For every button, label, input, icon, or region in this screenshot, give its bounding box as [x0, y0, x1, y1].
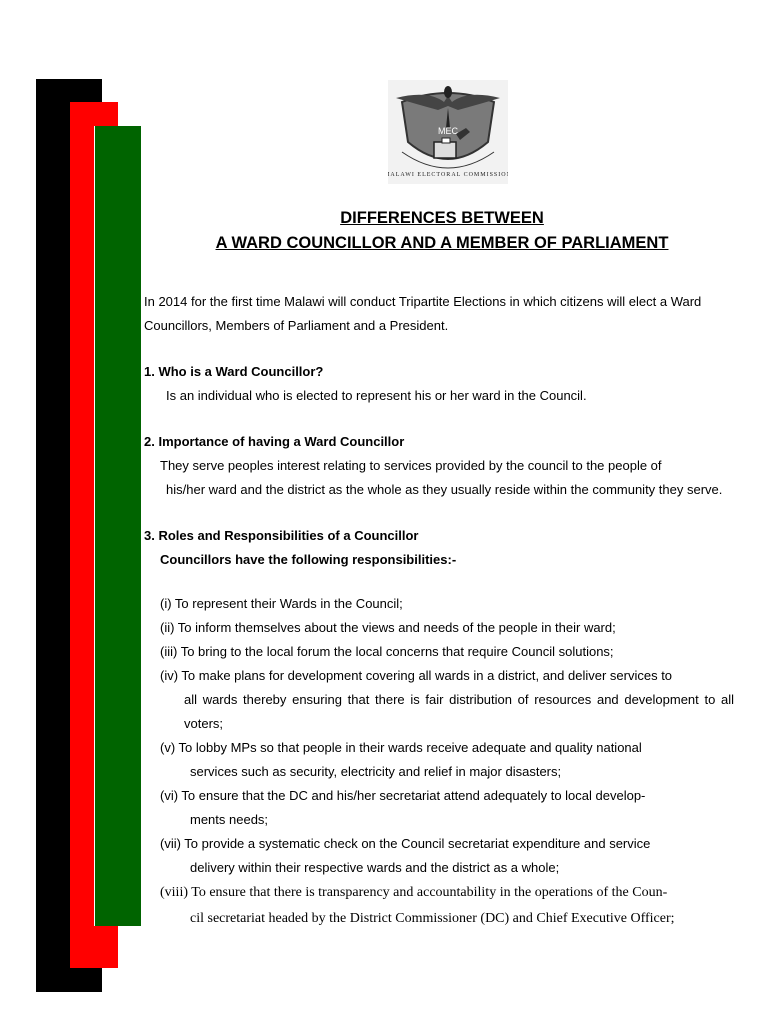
list-item	[160, 616, 734, 640]
mec-logo	[388, 80, 508, 184]
title-line-1: DIFFERENCES BETWEEN	[340, 209, 544, 227]
section-2-heading: 2. Importance of having a Ward Councillor	[144, 434, 405, 449]
list-item-text: (viii) To ensure that there is transparency and accountability in the operations of the Coun-	[160, 885, 668, 900]
list-item-text: (iii) To bring to the local forum the local concerns that require Council solutions;	[160, 644, 614, 659]
list-item-text: (iv) To make plans for development covering all wards in a district, and deliver services to	[160, 668, 673, 683]
section-who-is-councillor	[144, 360, 734, 408]
list-item	[160, 664, 734, 736]
document-title	[140, 206, 744, 256]
seal-monogram: MEC	[438, 126, 458, 136]
section-1-body: Is an individual who is elected to represent his or her ward in the Council.	[166, 388, 587, 403]
list-item-continuation: all wards thereby ensuring that there is fair distribution of resources and development to all voters;	[184, 692, 734, 731]
malawi-electoral-commission-seal-icon	[388, 80, 508, 184]
list-item-text: (ii) To inform themselves about the views and needs of the people in their ward;	[160, 620, 616, 635]
list-item	[160, 880, 734, 932]
title-line-2: A WARD COUNCILLOR AND A MEMBER OF PARLIAMENT	[215, 234, 669, 252]
section-3-heading: 3. Roles and Responsibilities of a Councillor	[144, 528, 419, 543]
list-item-continuation: delivery within their respective wards and the district as a whole;	[190, 860, 560, 875]
section-roles	[144, 524, 734, 932]
list-item	[160, 832, 734, 880]
list-item	[160, 640, 734, 664]
list-item-text: (v) To lobby MPs so that people in their wards receive adequate and quality national	[160, 740, 642, 755]
section-2-body-first: They serve peoples interest relating to services provided by the council to the people of	[160, 458, 662, 473]
section-1-heading: 1. Who is a Ward Councillor?	[144, 364, 324, 379]
section-importance	[144, 430, 734, 502]
list-item	[160, 592, 734, 616]
list-item-continuation: services such as security, electricity and relief in major disasters;	[190, 764, 562, 779]
decor-band-green	[94, 126, 141, 926]
seal-ring-text: MALAWI ELECTORAL COMMISSION	[388, 172, 508, 178]
document-body	[144, 290, 734, 932]
list-item-continuation: ments needs;	[190, 812, 269, 827]
list-item-text: (i) To represent their Wards in the Council;	[160, 596, 403, 611]
section-3-subheading: Councillors have the following responsibilities:-	[160, 552, 457, 567]
responsibilities-list	[144, 592, 734, 932]
list-item-text: (vii) To provide a systematic check on the Council secretariat expenditure and service	[160, 836, 651, 851]
list-item-continuation: cil secretariat headed by the District Commissioner (DC) and Chief Executive Officer;	[190, 911, 675, 926]
section-2-body-rest: his/her ward and the district as the whole as they usually reside within the community they serve.	[166, 482, 723, 497]
list-item	[160, 784, 734, 832]
intro-paragraph: In 2014 for the first time Malawi will conduct Tripartite Elections in which citizens will elect a Ward Councillors, Members of Parliament and a President.	[144, 294, 702, 333]
list-item	[160, 736, 734, 784]
list-item-text: (vi) To ensure that the DC and his/her secretariat attend adequately to local develop-	[160, 788, 646, 803]
